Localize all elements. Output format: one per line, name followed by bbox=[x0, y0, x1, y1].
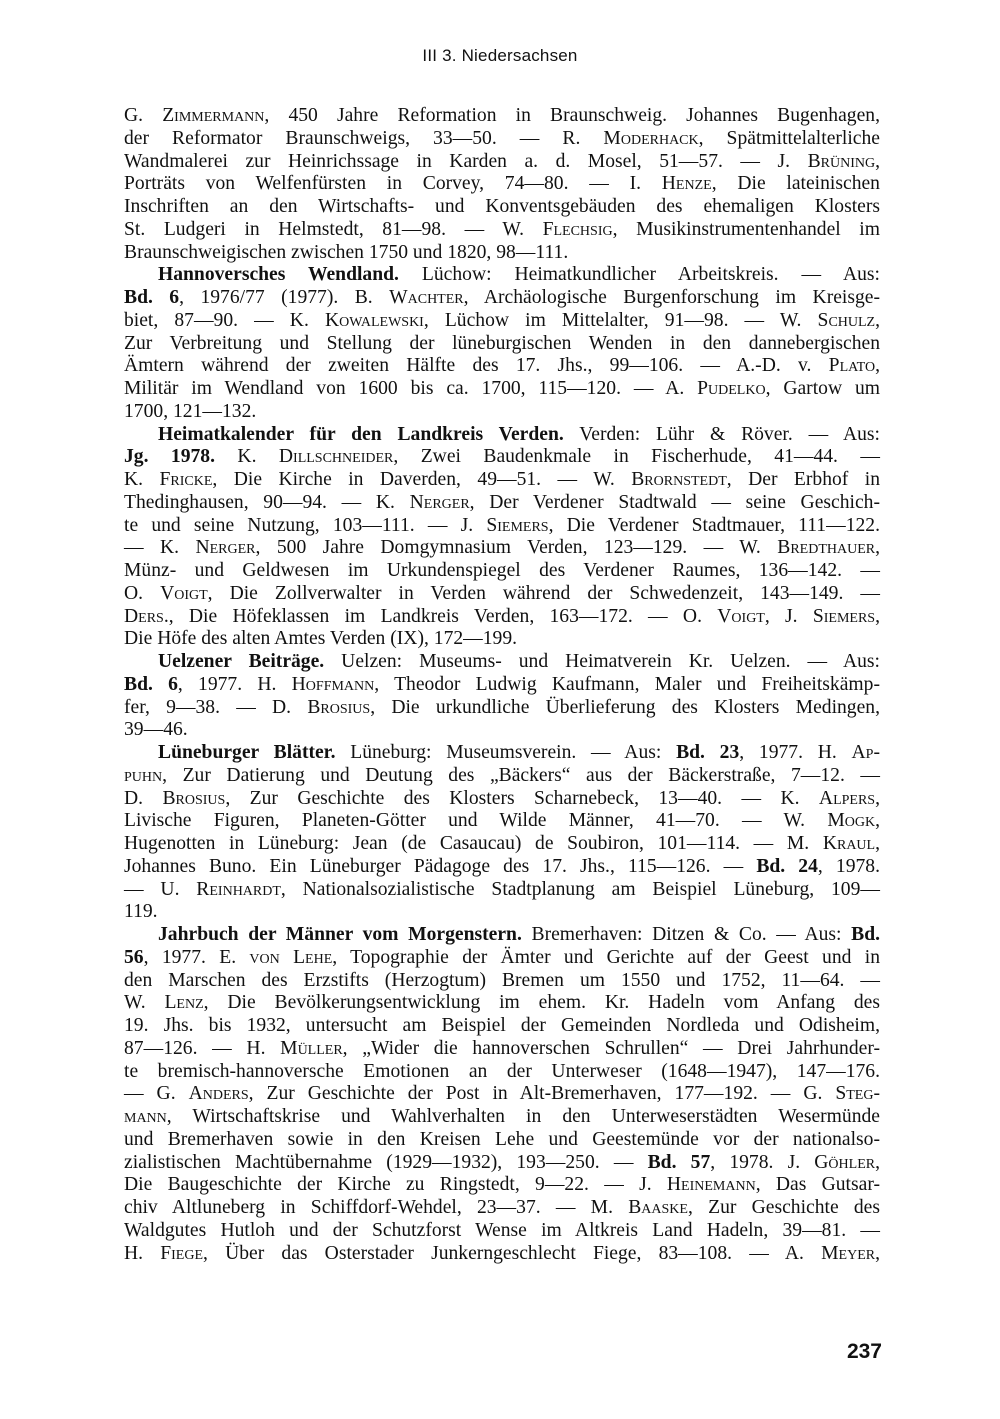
text-line: 19. Jhs. bis 1932, untersucht am Beispiel der Gemeinden Nordleda und Odisheim, bbox=[124, 1015, 880, 1036]
text-line: Ämtern während der zweiten Hälfte des 17. Jhs., 99—106. — A.-D. v. Plato, bbox=[124, 355, 880, 377]
text-line: Livische Figuren, Planeten-Götter und Wilde Männer, 41—70. — W. Mogk, bbox=[124, 810, 880, 832]
text-line: Heimatkalender für den Landkreis Verden. Verden: Lühr & Röver. — Aus: bbox=[158, 423, 880, 445]
text-line: fer, 9—38. — D. Brosius, Die urkundliche Überlieferung des Klosters Medingen, bbox=[124, 696, 881, 718]
text-line: Waldgutes Hutloh und der Schutzforst Wense im Altkreis Land Hadeln, 39—81. — bbox=[124, 1219, 880, 1241]
text-line: Inschriften an den Wirtschafts- und Konventsgebäuden des ehemaligen Klosters bbox=[124, 196, 880, 217]
text-line: 56, 1977. E. von Lehe, Topographie der Ämter und Gerichte auf der Geest und in bbox=[124, 946, 880, 968]
text-line: St. Ludgeri in Helmstedt, 81—98. — W. Flechsig, Musikinstrumentenhandel im bbox=[124, 218, 880, 240]
text-line: Hannoversches Wendland. Lüchow: Heimatkundlicher Arbeitskreis. — Aus: bbox=[158, 264, 881, 286]
running-head: III 3. Niedersachsen bbox=[422, 46, 578, 65]
bibliography-text bbox=[124, 105, 880, 1265]
text-line: G. Zimmermann, 450 Jahre Reformation in Braunschweig. Johannes Bugenhagen, bbox=[124, 105, 880, 126]
text-line: Braunschweigischen zwischen 1750 und 1820, 98—111. bbox=[124, 241, 569, 263]
text-line: Münz- und Geldwesen im Urkundenspiegel des Verdener Raumes, 136—142. — bbox=[124, 560, 880, 581]
text-line: den Marschen des Erzstifts (Herzogtum) Bremen um 1550 und 1752, 11—64. — bbox=[124, 969, 880, 991]
text-line: D. Brosius, Zur Geschichte des Klosters Scharnebeck, 13—40. — K. Alpers, bbox=[124, 787, 880, 809]
text-line: te bremisch-hannoversche Emotionen an der Unterweser (1648—1947), 147—176. bbox=[124, 1060, 880, 1082]
text-line: Die Höfe des alten Amtes Verden (IX), 172—199. bbox=[124, 628, 518, 650]
text-line: Lüneburger Blätter. Lüneburg: Museumsverein. — Aus: Bd. 23, 1977. H. Ap- bbox=[158, 742, 880, 763]
text-line: Wandmalerei zur Heinrichssage in Karden a. d. Mosel, 51—57. — J. Brüning, bbox=[124, 150, 880, 172]
text-line: 1700, 121—132. bbox=[124, 400, 257, 422]
text-line: O. Voigt, Die Zollverwalter in Verden während der Schwedenzeit, 143—149. — bbox=[124, 582, 880, 604]
text-line: Jahrbuch der Männer vom Morgenstern. Bremerhaven: Ditzen & Co. — Aus: Bd. bbox=[158, 924, 880, 945]
text-line: te und seine Nutzung, 103—111. — J. Siemers, Die Verdener Stadtmauer, 111—122. bbox=[124, 514, 880, 536]
text-line: 87—126. — H. Müller, „Wider die hannoverschen Schrullen“ — Drei Jahrhunder- bbox=[124, 1037, 880, 1059]
text-line: — G. Anders, Zur Geschichte der Post in Alt-Bremerhaven, 177—192. — G. Steg- bbox=[124, 1083, 880, 1105]
text-line: H. Fiege, Über das Osterstader Junkerngeschlecht Fiege, 83—108. — A. Meyer, bbox=[124, 1242, 880, 1264]
text-line: biet, 87—90. — K. Kowalewski, Lüchow im Mittelalter, 91—98. — W. Schulz, bbox=[124, 309, 881, 331]
text-line: Porträts von Welfenfürsten in Corvey, 74—80. — I. Henze, Die lateinischen bbox=[124, 173, 880, 195]
text-line: zialistischen Machtübernahme (1929—1932), 193—250. — Bd. 57, 1978. J. Göhler, bbox=[124, 1151, 880, 1173]
text-line: Johannes Buno. Ein Lüneburger Pädagoge des 17. Jhs., 115—126. — Bd. 24, 1978. bbox=[124, 855, 881, 877]
text-line: Thedinghausen, 90—94. — K. Nerger, Der Verdener Stadtwald — seine Geschich- bbox=[124, 491, 880, 513]
text-line: und Bremerhaven sowie in den Kreisen Lehe und Geestemünde vor der nationalso- bbox=[124, 1128, 880, 1150]
text-line: Militär im Wendland von 1600 bis ca. 1700, 115—120. — A. Pudelko, Gartow um bbox=[124, 378, 881, 399]
text-line: Zur Verbreitung und Stellung der lüneburgischen Wenden in den dannebergischen bbox=[124, 332, 880, 354]
text-line: Uelzener Beiträge. Uelzen: Museums- und Heimatverein Kr. Uelzen. — Aus: bbox=[158, 651, 881, 672]
text-line: der Reformator Braunschweigs, 33—50. — R. Moderhack, Spätmittelalterliche bbox=[124, 127, 880, 149]
text-line: 39—46. bbox=[124, 719, 188, 741]
text-line: Hugenotten in Lüneburg: Jean (de Casaucau) de Soubiron, 101—114. — M. Kraul, bbox=[124, 833, 880, 854]
text-line: Jg. 1978. K. Dillschneider, Zwei Baudenkmale in Fischerhude, 41—44. — bbox=[124, 446, 880, 468]
text-line: mann, Wirtschaftskrise und Wahlverhalten in den Unterweserstädten Wesermünde bbox=[124, 1106, 880, 1127]
text-line: — U. Reinhardt, Nationalsozialistische Stadtplanung am Beispiel Lüneburg, 109— bbox=[124, 878, 880, 900]
text-line: — K. Nerger, 500 Jahre Domgymnasium Verden, 123—129. — W. Bredthauer, bbox=[124, 537, 880, 559]
page-number: 237 bbox=[846, 1340, 882, 1363]
text-line: W. Lenz, Die Bevölkerungsentwicklung im ehem. Kr. Hadeln vom Anfang des bbox=[124, 992, 880, 1014]
text-line: 119. bbox=[124, 901, 158, 923]
text-line: Die Baugeschichte der Kirche zu Ringstedt, 9—22. — J. Heinemann, Das Gutsar- bbox=[124, 1174, 880, 1196]
text-line: chiv Altluneberg in Schiffdorf-Wehdel, 23—37. — M. Baaske, Zur Geschichte des bbox=[124, 1197, 881, 1218]
text-line: K. Fricke, Die Kirche in Daverden, 49—51. — W. Brornstedt, Der Erbhof in bbox=[124, 469, 881, 490]
text-line: puhn, Zur Datierung und Deutung des „Bäckers“ aus der Bäckerstraße, 7—12. — bbox=[124, 764, 880, 786]
text-line: Ders., Die Höfeklassen im Landkreis Verden, 163—172. — O. Voigt, J. Siemers, bbox=[124, 605, 880, 627]
text-line: Bd. 6, 1976/77 (1977). B. Wachter, Archäologische Burgenforschung im Kreisge- bbox=[124, 287, 881, 308]
text-line: Bd. 6, 1977. H. Hoffmann, Theodor Ludwig Kaufmann, Maler und Freiheitskämp- bbox=[124, 673, 880, 695]
